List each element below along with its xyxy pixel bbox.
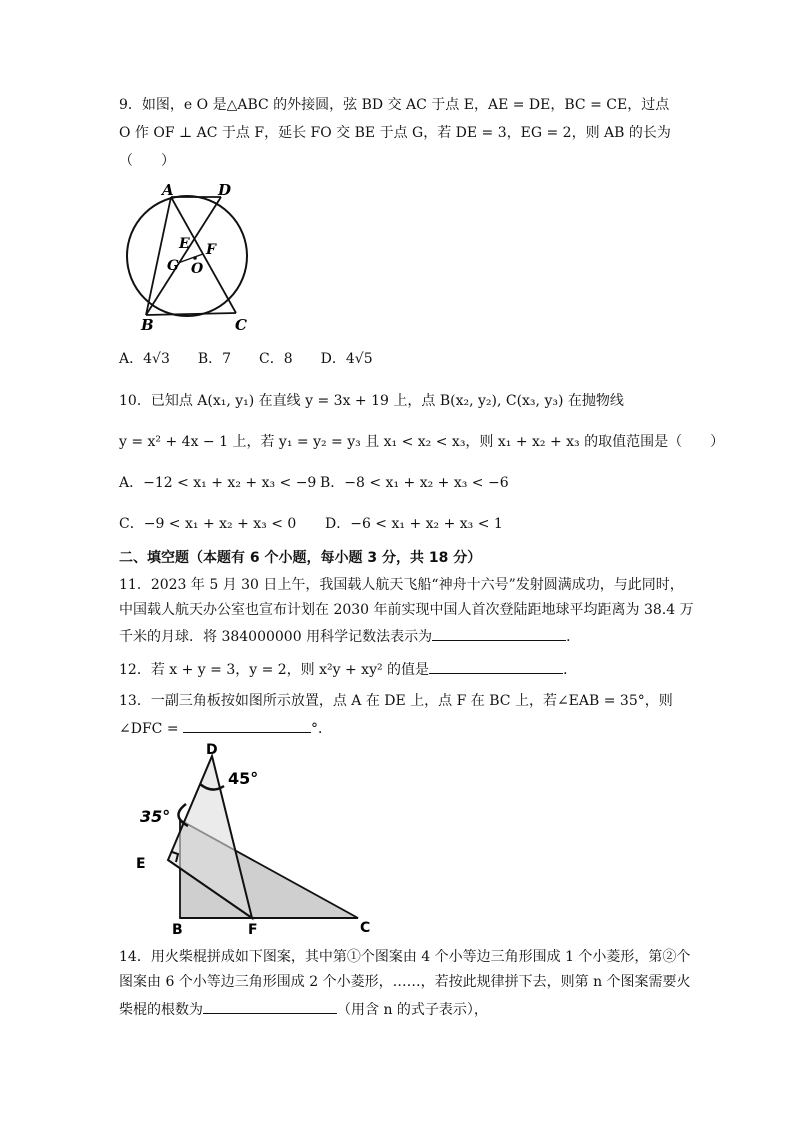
q12-line: [119, 659, 577, 679]
q12-text: 12．若 x + y = 3，y = 2，则 x²y + xy² 的值是: [119, 662, 430, 678]
q11-line2: 中国载人航天办公室也宣布计划在 2030 年前实现中国人首次登陆距地球平均距离为 38.4 万: [119, 602, 694, 618]
q11-end: ．: [566, 629, 581, 645]
label-f: F: [248, 922, 258, 937]
q10-option-a: A．−12 < x₁ + x₂ + x₃ < −9: [119, 475, 317, 491]
q12-end: ．: [563, 662, 578, 678]
chord-ab: [146, 197, 171, 315]
label-e: E: [179, 236, 190, 252]
q10-option-d: D．−6 < x₁ + x₂ + x₃ < 1: [325, 516, 503, 532]
label-35: 35°: [140, 807, 171, 826]
q13-answer-blank[interactable]: [183, 718, 311, 733]
q11-line1: 11．2023 年 5 月 30 日上午，我国载人航天飞船“神舟十六号”发射圆满成功，与此同时，: [119, 577, 684, 593]
q9-line2: O 作 OF ⊥ AC 于点 F，延长 FO 交 BE 于点 G，若 DE = 3，EG = 2，则 AB 的长为: [119, 125, 671, 141]
q14-end: （用含 n 的式子表示），: [337, 1002, 488, 1018]
label-c: C: [235, 316, 247, 334]
q9-line3: （ ）: [119, 153, 175, 169]
q14-text: 柴棍的根数为: [119, 1002, 203, 1018]
q11-answer-blank[interactable]: [432, 626, 566, 641]
chord-ac: [171, 197, 236, 313]
q13-triangle-board-figure: [128, 742, 378, 937]
label-d: D: [218, 181, 232, 199]
q13-end: °．: [311, 721, 333, 737]
q13-line2: [119, 718, 332, 738]
q9-line1: 9．如图，e O 是△ABC 的外接圆，弦 BD 交 AC 于点 E，AE = DE，BC = CE，过点: [119, 97, 670, 113]
q14-line1: 14．用火柴棍拼成如下图案，其中第①个图案由 4 个小等边三角形围成 1 个小菱形，第②个: [119, 949, 691, 965]
q13-line1: 13．一副三角板按如图所示放置，点 A 在 DE 上，点 F 在 BC 上，若∠EAB = 35°，则: [119, 693, 673, 709]
q9-options: A．4√3 B．7 C．8 D．4√5: [119, 351, 373, 367]
q10-line2: y = x² + 4x − 1 上，若 y₁ = y₂ = y₃ 且 x₁ < x₂ < x₃，则 x₁ + x₂ + x₃ 的取值范围是（ ）: [119, 434, 725, 450]
q12-answer-blank[interactable]: [429, 659, 563, 674]
circumcircle: [127, 196, 247, 316]
q11-line3: [119, 626, 580, 646]
q13-text: ∠DFC =: [119, 721, 179, 737]
q10-option-b: B．−8 < x₁ + x₂ + x₃ < −6: [320, 475, 509, 491]
label-b: B: [141, 316, 154, 334]
center-point-o: [193, 256, 197, 260]
segment-bc: [146, 313, 236, 315]
label-45: 45°: [228, 769, 259, 788]
section-heading-fill-in: 二、填空题（本题有 6 个小题，每小题 3 分，共 18 分）: [119, 550, 482, 566]
label-f: F: [206, 242, 216, 258]
label-c: C: [360, 920, 371, 936]
q14-line3: [119, 999, 488, 1019]
q9-circle-figure: [118, 180, 268, 335]
q14-line2: 图案由 6 个小等边三角形围成 2 个小菱形，……，若按此规律拼下去，则第 n 个图案需要火: [119, 974, 691, 990]
label-e: E: [136, 856, 146, 872]
label-a: A: [162, 181, 174, 199]
label-o: O: [191, 261, 204, 277]
q14-answer-blank[interactable]: [203, 999, 337, 1014]
q10-option-c: C．−9 < x₁ + x₂ + x₃ < 0: [119, 516, 297, 532]
label-g: G: [167, 258, 179, 274]
label-d: D: [206, 742, 218, 758]
q11-text: 千米的月球．将 384000000 用科学记数法表示为: [119, 629, 433, 645]
q10-line1: 10．已知点 A(x₁, y₁) 在直线 y = 3x + 19 上，点 B(x₂, y₂), C(x₃, y₃) 在抛物线: [119, 393, 624, 409]
label-b: B: [172, 922, 183, 937]
